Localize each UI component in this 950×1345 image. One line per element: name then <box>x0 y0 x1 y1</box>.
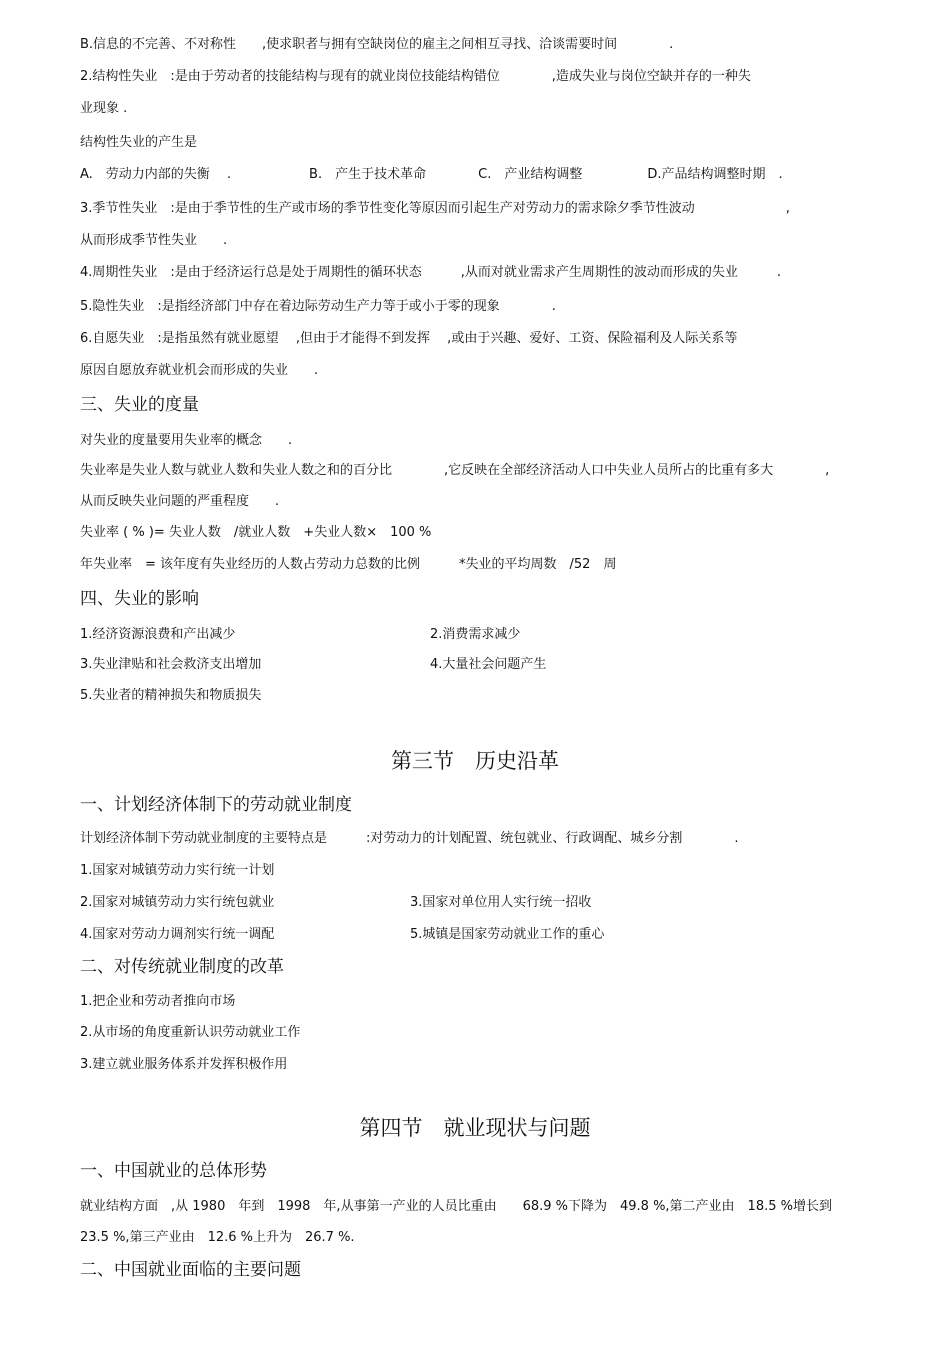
list-item: 2.国家对城镇劳动力实行统包就业 <box>80 895 275 910</box>
list-item: 2.从市场的角度重新认识劳动就业工作 <box>80 1025 301 1040</box>
list-item: 1.国家对城镇劳动力实行统一计划 <box>80 863 275 878</box>
list-item: 5.城镇是国家劳动就业工作的重心 <box>410 927 605 942</box>
text-line: 2.结构性失业 :是由于劳动者的技能结构与现有的就业岗位技能结构错位 ,造成失业与岗位空缺并存的一种失 <box>80 69 751 84</box>
text-line: 计划经济体制下劳动就业制度的主要特点是 :对劳动力的计划配置、统包就业、行政调配、城乡分割 . <box>80 831 739 846</box>
text-line: 结构性失业的产生是 <box>80 135 198 150</box>
text-line: 3.季节性失业 :是由于季节性的生产或市场的季节性变化等原因而引起生产对劳动力的需求除夕季节性波动 , <box>80 201 790 216</box>
list-item: 2.消费需求减少 <box>430 627 521 642</box>
text-line: A. 劳动力内部的失衡 . B. 产生于技术革命 C. 产业结构调整 D.产品结构调整时期 . <box>80 167 783 182</box>
section-heading: 一、计划经济体制下的劳动就业制度 <box>80 795 352 815</box>
formula-line: 失业率 ( % )= 失业人数 /就业人数 +失业人数× 100 % <box>80 525 432 540</box>
text-line: 失业率是失业人数与就业人数和失业人数之和的百分比 ,它反映在全部经济活动人口中失业人员所占的比重有多大 , <box>80 463 830 478</box>
text-line: 从而形成季节性失业 . <box>80 233 228 248</box>
section-heading: 四、失业的影响 <box>80 589 199 609</box>
text-line: 5.隐性失业 :是指经济部门中存在着边际劳动生产力等于或小于零的现象 . <box>80 299 556 314</box>
text-line: 对失业的度量要用失业率的概念 . <box>80 433 293 448</box>
text-line: 4.周期性失业 :是由于经济运行总是处于周期性的循环状态 ,从而对就业需求产生周期性的波动而形成的失业 . <box>80 265 782 280</box>
text-line: 6.自愿失业 :是指虽然有就业愿望 ,但由于才能得不到发挥 ,或由于兴趣、爱好、工资、保险福利及人际关系等 <box>80 331 738 346</box>
section-heading: 三、失业的度量 <box>80 395 199 415</box>
list-item: 4.大量社会问题产生 <box>430 657 547 672</box>
text-line: 就业结构方面 ,从 1980 年到 1998 年,从事第一产业的人员比重由 68.9 %下降为 49.8 %,第二产业由 18.5 %增长到 <box>80 1199 832 1214</box>
list-item: 4.国家对劳动力调剂实行统一调配 <box>80 927 275 942</box>
list-item: 3.建立就业服务体系并发挥积极作用 <box>80 1057 288 1072</box>
list-item: 1.经济资源浪费和产出减少 <box>80 627 236 642</box>
list-item: 1.把企业和劳动者推向市场 <box>80 994 236 1009</box>
section-heading: 二、中国就业面临的主要问题 <box>80 1260 301 1280</box>
chapter-heading: 第三节 历史沿革 <box>391 749 559 773</box>
text-line: 从而反映失业问题的严重程度 . <box>80 494 280 509</box>
text-line: 业现象 . <box>80 101 128 116</box>
text-line: 23.5 %,第三产业由 12.6 %上升为 26.7 %. <box>80 1230 355 1245</box>
list-item: 3.国家对单位用人实行统一招收 <box>410 895 592 910</box>
text-line: 原因自愿放弃就业机会而形成的失业 . <box>80 363 319 378</box>
section-heading: 一、中国就业的总体形势 <box>80 1161 267 1181</box>
list-item: 5.失业者的精神损失和物质损失 <box>80 688 262 703</box>
list-item: 3.失业津贴和社会救济支出增加 <box>80 657 262 672</box>
text-line: B.信息的不完善、不对称性 ,使求职者与拥有空缺岗位的雇主之间相互寻找、洽谈需要时间 . <box>80 37 674 52</box>
chapter-heading: 第四节 就业现状与问题 <box>359 1116 591 1140</box>
formula-line: 年失业率 = 该年度有失业经历的人数占劳动力总数的比例 *失业的平均周数 /52 周 <box>80 557 617 572</box>
section-heading: 二、对传统就业制度的改革 <box>80 957 284 977</box>
